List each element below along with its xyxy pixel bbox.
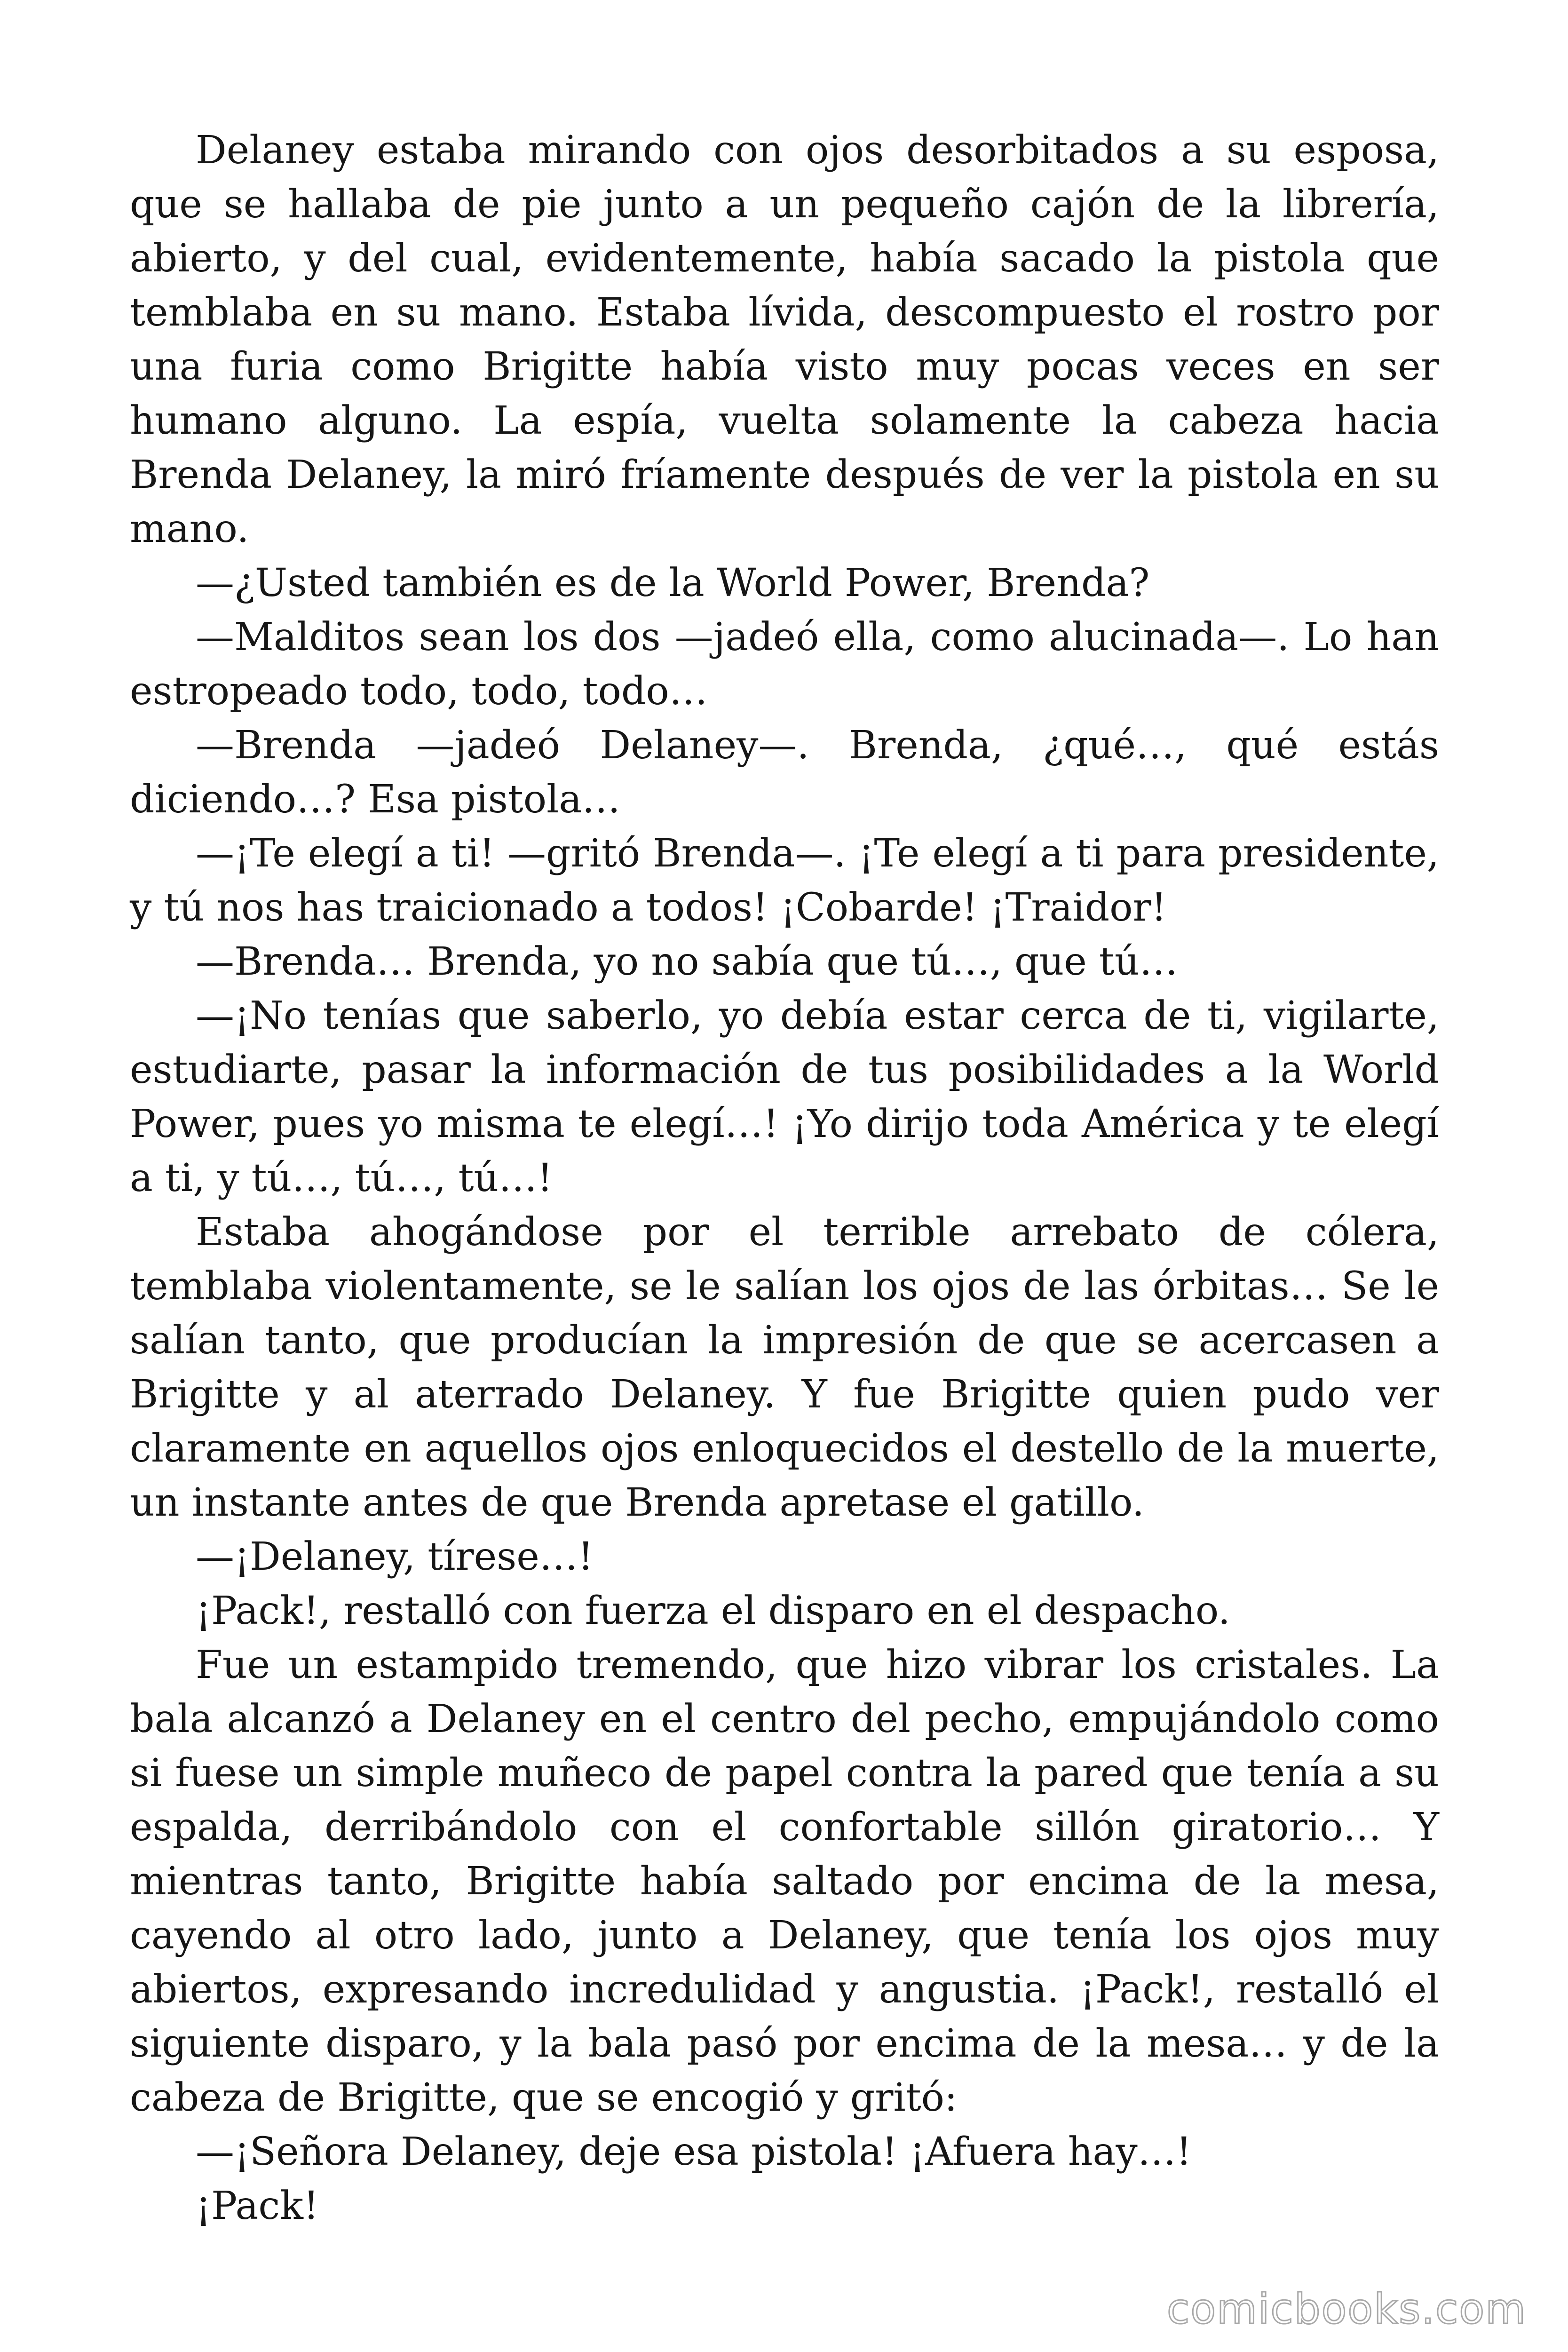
- paragraph: ¡Pack!: [196, 2184, 319, 2228]
- paragraph: —Brenda… Brenda, yo no sabía que tú…, que tú…: [196, 939, 1178, 984]
- paragraph: —¡No tenías que saberlo, yo debía estar cerca de ti, vigilarte, estudiarte, pasar la información de tus posibilidades a la World Power, pues yo misma te elegí…! ¡Yo dirijo toda América y te elegí a ti, y tú…, tú…, tú…!: [130, 993, 1439, 1200]
- paragraph: —¿Usted también es de la World Power, Brenda?: [196, 561, 1150, 605]
- paragraph: —Brenda —jadeó Delaney—. Brenda, ¿qué…, qué estás diciendo…? Esa pistola…: [130, 723, 1439, 822]
- paragraph: —¡Delaney, tírese…!: [196, 1534, 594, 1579]
- body-text: [130, 123, 1439, 2233]
- paragraph: —¡Te elegí a ti! —gritó Brenda—. ¡Te elegí a ti para presidente, y tú nos has traicionado a todos! ¡Cobarde! ¡Traidor!: [130, 831, 1439, 930]
- paragraph: Delaney estaba mirando con ojos desorbitados a su esposa, que se hallaba de pie junto a un pequeño cajón de la librería, abierto, y del cual, evidentemente, había sacado la pistola que temblaba en su mano. Estaba lívida, descompuesto el rostro por una furia como Brigitte había visto muy pocas veces en ser humano alguno. La espía, vuelta solamente la cabeza hacia Brenda Delaney, la miró fríamente después de ver la pistola en su mano.: [130, 128, 1439, 551]
- paragraph: Fue un estampido tremendo, que hizo vibrar los cristales. La bala alcanzó a Delaney en el centro del pecho, empujándolo como si fuese un simple muñeco de papel contra la pared que tenía a su espalda, derribándolo con el confortable sillón giratorio… Y mientras tanto, Brigitte había saltado por encima de la mesa, cayendo al otro lado, junto a Delaney, que tenía los ojos muy abiertos, expresando incredulidad y angustia. ¡Pack!, restalló el siguiente disparo, y la bala pasó por encima de la mesa… y de la cabeza de Brigitte, que se encogió y gritó:: [130, 1643, 1439, 2120]
- watermark: comicbooks.com: [1166, 2285, 1527, 2333]
- paragraph: —Malditos sean los dos —jadeó ella, como alucinada—. Lo han estropeado todo, todo, todo…: [130, 615, 1439, 714]
- paragraph: Estaba ahogándose por el terrible arrebato de cólera, temblaba violentamente, se le salían los ojos de las órbitas… Se le salían tanto, que producían la impresión de que se acercasen a Brigitte y al aterrado Delaney. Y fue Brigitte quien pudo ver claramente en aquellos ojos enloquecidos el destello de la muerte, un instante antes de que Brenda apretase el gatillo.: [130, 1210, 1439, 1525]
- paragraph: ¡Pack!, restalló con fuerza el disparo en el despacho.: [196, 1589, 1230, 1633]
- paragraph: —¡Señora Delaney, deje esa pistola! ¡Afuera hay…!: [196, 2130, 1192, 2174]
